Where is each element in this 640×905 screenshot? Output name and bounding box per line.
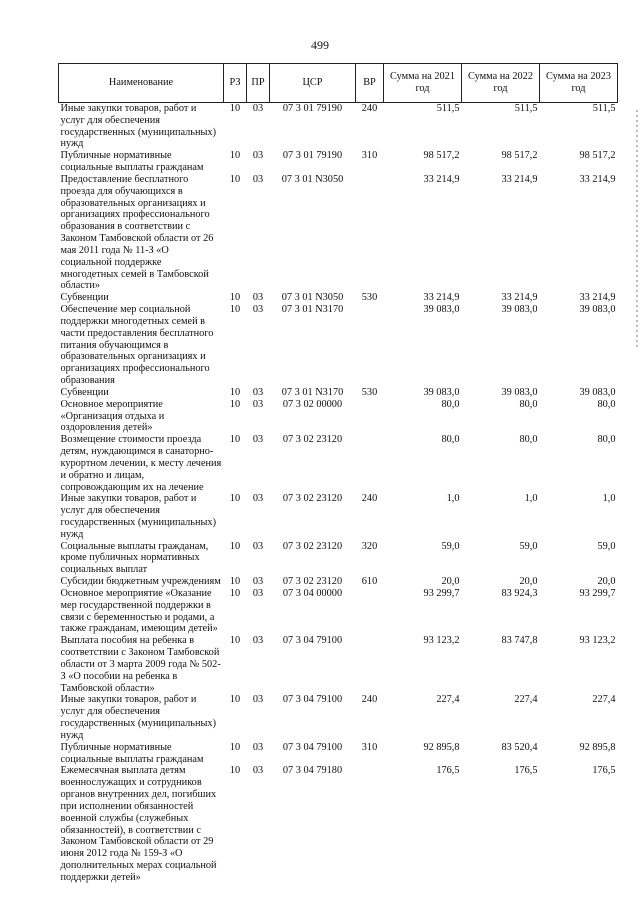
row-sum-2023: 20,0 xyxy=(597,576,616,588)
row-name: Иные закупки товаров, работ и услуг для обеспечения государственных (муниципальных) нужд xyxy=(60,103,217,150)
scan-edge-mark xyxy=(636,110,638,350)
row-name: Субвенции xyxy=(60,292,109,304)
row-csr: 07 3 01 N3050 xyxy=(281,292,344,304)
row-rz: 10 xyxy=(229,292,241,304)
row-vr xyxy=(356,304,384,387)
row-sum-2021: 33 214,9 xyxy=(423,173,460,185)
row-csr: 07 3 02 23120 xyxy=(282,540,343,552)
row-name: Основное мероприятие «Оказание мер государственной поддержки в связи с беременностью и родами, а также гражданам, имеющим детей» xyxy=(60,587,218,635)
table-row xyxy=(59,694,618,741)
row-pr: 03 xyxy=(252,540,264,552)
row-name: Предоставление бесплатного проезда для обучающихся в образовательных организациях и организациях профессионального образования в соответствии с Законом Тамбовской области от 26 мая 2011 года № 11-З «О социальной поддержке многодетных семей в Тамбовской области» xyxy=(60,173,214,292)
row-name: Публичные нормативные социальные выплаты гражданам xyxy=(60,741,204,765)
header-sum-2021: Сумма на 2021 год xyxy=(384,64,462,103)
row-sum-2023: 176,5 xyxy=(592,765,616,777)
row-rz: 10 xyxy=(229,386,241,398)
row-csr: 07 3 01 79190 xyxy=(282,150,343,162)
row-csr: 07 3 01 N3050 xyxy=(281,173,344,185)
row-rz: 10 xyxy=(229,540,241,552)
row-sum-2023: 59,0 xyxy=(597,540,616,552)
table-row xyxy=(59,588,618,635)
row-vr: 530 xyxy=(361,292,378,304)
header-name: Наименование xyxy=(59,64,224,103)
row-sum-2022: 39 083,0 xyxy=(501,304,538,316)
row-sum-2021: 1,0 xyxy=(446,493,460,505)
row-rz: 10 xyxy=(229,587,241,599)
row-vr xyxy=(356,399,384,434)
table-row xyxy=(59,103,618,151)
row-sum-2023: 93 123,2 xyxy=(579,635,616,647)
row-sum-2021: 33 214,9 xyxy=(423,292,460,304)
row-vr: 320 xyxy=(361,540,378,552)
row-sum-2023: 39 083,0 xyxy=(579,386,616,398)
row-vr xyxy=(356,174,384,292)
row-rz: 10 xyxy=(229,576,241,588)
row-pr: 03 xyxy=(252,292,264,304)
row-rz: 10 xyxy=(229,694,241,706)
row-sum-2023: 80,0 xyxy=(597,434,616,446)
row-sum-2021: 80,0 xyxy=(441,434,460,446)
row-sum-2022: 59,0 xyxy=(519,540,538,552)
row-csr: 07 3 01 N3170 xyxy=(281,304,344,316)
row-name: Возмещение стоимости проезда детям, нуждающимся в санаторно-курортном лечении, к месту лечения и обратно и лицам, сопровождающим их на лечение xyxy=(60,434,222,493)
row-vr xyxy=(356,765,384,883)
row-sum-2022: 80,0 xyxy=(519,398,538,410)
row-rz: 10 xyxy=(229,398,241,410)
row-name: Субсидии бюджетным учреждениям xyxy=(60,576,221,588)
table-row xyxy=(59,765,618,883)
row-sum-2022: 227,4 xyxy=(514,694,538,706)
row-vr: 310 xyxy=(361,741,378,753)
row-pr: 03 xyxy=(252,173,264,185)
row-vr xyxy=(356,588,384,635)
row-sum-2022: 83 747,8 xyxy=(501,635,538,647)
row-vr xyxy=(356,635,384,694)
row-pr: 03 xyxy=(252,765,264,777)
row-sum-2022: 83 520,4 xyxy=(501,741,538,753)
row-rz: 10 xyxy=(229,493,241,505)
header-pr: ПР xyxy=(247,64,270,103)
row-sum-2021: 93 123,2 xyxy=(423,635,460,647)
row-sum-2022: 511,5 xyxy=(514,103,538,114)
row-sum-2023: 93 299,7 xyxy=(579,587,616,599)
row-sum-2022: 83 924,3 xyxy=(501,587,538,599)
row-csr: 07 3 02 00000 xyxy=(282,398,343,410)
row-sum-2023: 33 214,9 xyxy=(579,173,616,185)
row-rz: 10 xyxy=(229,765,241,777)
row-rz: 10 xyxy=(229,103,241,114)
row-pr: 03 xyxy=(252,493,264,505)
row-rz: 10 xyxy=(229,741,241,753)
row-vr: 240 xyxy=(361,103,378,114)
table-row xyxy=(59,541,618,576)
page-number: 499 xyxy=(311,38,329,52)
row-sum-2022: 33 214,9 xyxy=(501,173,538,185)
table-row xyxy=(59,576,618,588)
row-vr: 610 xyxy=(361,576,378,588)
row-name: Ежемесячная выплата детям военнослужащих и сотрудников органов внутренних дел, погибших при исполнении обязанностей военной службы (служебных обязанностей), в соответствии с Законом Тамбовской области от 29 июня 2012 года № 159-З «О дополнительных мерах социальной поддержки детей» xyxy=(60,765,217,883)
row-sum-2023: 33 214,9 xyxy=(579,292,616,304)
row-vr: 240 xyxy=(361,694,378,706)
row-rz: 10 xyxy=(229,304,241,316)
row-name: Субвенции xyxy=(60,386,109,398)
row-sum-2021: 80,0 xyxy=(441,398,460,410)
row-csr: 07 3 01 N3170 xyxy=(281,386,344,398)
header-csr: ЦСР xyxy=(270,64,356,103)
row-rz: 10 xyxy=(229,173,241,185)
row-csr: 07 3 04 79100 xyxy=(282,741,343,753)
row-name: Публичные нормативные социальные выплаты гражданам xyxy=(60,150,204,174)
row-csr: 07 3 04 79100 xyxy=(282,635,343,647)
row-sum-2023: 511,5 xyxy=(592,103,616,114)
row-name: Социальные выплаты гражданам, кроме публичных нормативных социальных выплат xyxy=(60,540,209,576)
row-sum-2023: 227,4 xyxy=(592,694,616,706)
row-pr: 03 xyxy=(252,386,264,398)
table-row xyxy=(59,399,618,434)
header-sum-2022: Сумма на 2022 год xyxy=(462,64,540,103)
table-row xyxy=(59,434,618,493)
row-name: Иные закупки товаров, работ и услуг для обеспечения государственных (муниципальных) нужд xyxy=(60,493,217,540)
row-sum-2021: 93 299,7 xyxy=(423,587,460,599)
table-row xyxy=(59,292,618,304)
row-pr: 03 xyxy=(252,150,264,162)
row-rz: 10 xyxy=(229,635,241,647)
row-pr: 03 xyxy=(252,398,264,410)
row-pr: 03 xyxy=(252,694,264,706)
row-sum-2021: 20,0 xyxy=(441,576,460,588)
row-pr: 03 xyxy=(252,576,264,588)
row-rz: 10 xyxy=(229,150,241,162)
table-row xyxy=(59,742,618,766)
row-sum-2023: 39 083,0 xyxy=(579,304,616,316)
row-rz: 10 xyxy=(229,434,241,446)
row-vr xyxy=(356,434,384,493)
row-sum-2023: 1,0 xyxy=(602,493,616,505)
row-sum-2021: 511,5 xyxy=(436,103,460,114)
table-row xyxy=(59,304,618,387)
row-sum-2023: 92 895,8 xyxy=(579,741,616,753)
row-sum-2022: 80,0 xyxy=(519,434,538,446)
row-vr: 240 xyxy=(361,493,378,505)
table-row xyxy=(59,387,618,399)
row-name: Основное мероприятие «Организация отдыха и оздоровления детей» xyxy=(60,398,165,434)
row-name: Обеспечение мер социальной поддержки многодетных семей в части предоставления бесплатного питания обучающимся в образовательных организациях и организациях профессионального образования xyxy=(60,304,214,387)
table-row xyxy=(59,635,618,694)
row-csr: 07 3 02 23120 xyxy=(282,493,343,505)
header-rz: РЗ xyxy=(224,64,247,103)
row-name: Выплата пособия на ребенка в соответствии с Законом Тамбовской области от 3 марта 2009 года № 502-З «О пособии на ребенка в Тамбовской области» xyxy=(60,635,221,694)
row-sum-2022: 20,0 xyxy=(519,576,538,588)
row-pr: 03 xyxy=(252,587,264,599)
row-sum-2021: 59,0 xyxy=(441,540,460,552)
row-pr: 03 xyxy=(252,635,264,647)
header-vr: ВР xyxy=(356,64,384,103)
table-row xyxy=(59,493,618,540)
row-csr: 07 3 04 00000 xyxy=(282,587,343,599)
header-row xyxy=(59,64,618,103)
row-csr: 07 3 02 23120 xyxy=(282,434,343,446)
row-sum-2022: 1,0 xyxy=(524,493,538,505)
row-pr: 03 xyxy=(252,434,264,446)
table-row xyxy=(59,150,618,174)
row-csr: 07 3 04 79180 xyxy=(282,765,343,777)
row-pr: 03 xyxy=(252,103,264,114)
table-body xyxy=(59,103,618,884)
row-sum-2022: 98 517,2 xyxy=(501,150,538,162)
row-sum-2023: 98 517,2 xyxy=(579,150,616,162)
row-vr: 310 xyxy=(361,150,378,162)
row-pr: 03 xyxy=(252,741,264,753)
row-sum-2022: 39 083,0 xyxy=(501,386,538,398)
row-csr: 07 3 02 23120 xyxy=(282,576,343,588)
budget-table xyxy=(58,63,618,884)
row-sum-2021: 98 517,2 xyxy=(423,150,460,162)
row-name: Иные закупки товаров, работ и услуг для обеспечения государственных (муниципальных) нужд xyxy=(60,694,217,741)
header-sum-2023: Сумма на 2023 год xyxy=(540,64,618,103)
row-csr: 07 3 01 79190 xyxy=(282,103,343,114)
row-sum-2021: 176,5 xyxy=(436,765,460,777)
table-row xyxy=(59,174,618,292)
row-sum-2021: 92 895,8 xyxy=(423,741,460,753)
row-sum-2021: 39 083,0 xyxy=(423,386,460,398)
row-sum-2022: 176,5 xyxy=(514,765,538,777)
row-vr: 530 xyxy=(361,386,378,398)
row-sum-2023: 80,0 xyxy=(597,398,616,410)
row-pr: 03 xyxy=(252,304,264,316)
row-sum-2021: 227,4 xyxy=(436,694,460,706)
row-sum-2022: 33 214,9 xyxy=(501,292,538,304)
row-csr: 07 3 04 79100 xyxy=(282,694,343,706)
row-sum-2021: 39 083,0 xyxy=(423,304,460,316)
